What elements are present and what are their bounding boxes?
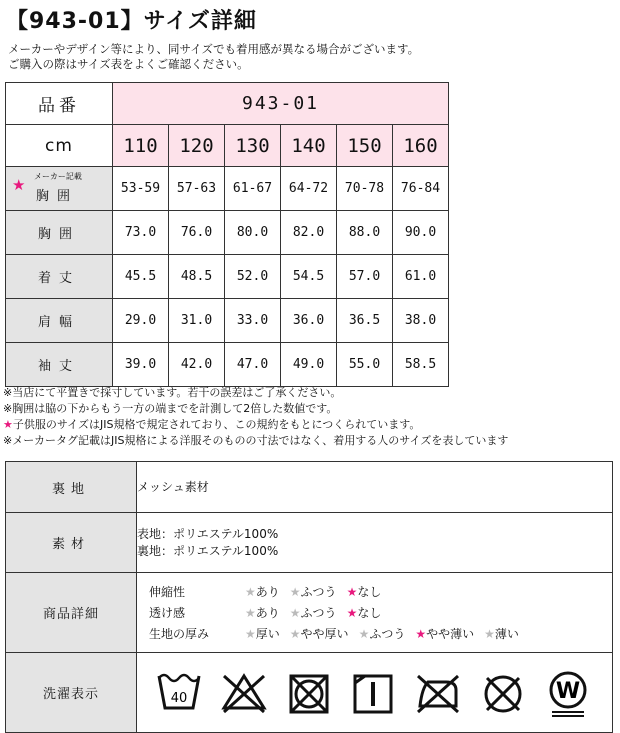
measurement-row	[6, 255, 449, 299]
measurement-cell: 48.5	[169, 255, 225, 299]
attribute-option-label: あり	[255, 606, 280, 620]
material-line: 裏地：ポリエステル100%	[137, 543, 279, 558]
measurement-cell: 90.0	[393, 211, 449, 255]
attribute-options	[245, 625, 612, 642]
note-text: メーカータグ記載はJIS規格による洋服そのものの寸法ではなく、着用する人のサイズを表しています	[12, 434, 509, 447]
measurement-cell: 61.0	[393, 255, 449, 299]
star-icon: ★	[3, 418, 13, 431]
attribute-option	[347, 585, 382, 599]
measurement-row	[6, 299, 449, 343]
measurement-cell: 73.0	[113, 211, 169, 255]
wash-temp: 40	[170, 690, 188, 706]
attribute-options	[245, 604, 612, 621]
measurement-cell: 54.5	[281, 255, 337, 299]
product-number: 943-01	[113, 83, 449, 125]
attribute-option-label: やや厚い	[300, 627, 349, 641]
star-icon: ★	[245, 627, 256, 641]
attribute-grid	[137, 583, 612, 642]
product-row	[6, 83, 449, 125]
material-row	[6, 513, 613, 573]
maker-chest-cell: 70-78	[337, 167, 393, 211]
product-details-row	[6, 573, 613, 653]
attribute-name: 生地の厚み	[149, 627, 210, 641]
page-title: 【943-01】サイズ詳細	[6, 9, 257, 34]
no-tumble-dry-icon	[285, 668, 333, 718]
lining-value: メッシュ素材	[137, 462, 613, 513]
measurement-cell: 36.0	[281, 299, 337, 343]
note-line	[3, 417, 508, 433]
measurement-row	[6, 211, 449, 255]
note-line	[3, 401, 508, 417]
note-line	[3, 385, 508, 401]
star-icon: ★	[12, 176, 34, 194]
star-icon: ★	[245, 585, 256, 599]
no-iron-icon	[414, 668, 462, 718]
size-cell: 140	[281, 125, 337, 167]
measurement-cell: 57.0	[337, 255, 393, 299]
measurement-cell: 38.0	[393, 299, 449, 343]
wash-label: 洗濯表示	[6, 653, 137, 733]
lining-row	[6, 462, 613, 513]
maker-chest-cell: 53-59	[113, 167, 169, 211]
attribute-option	[290, 606, 337, 620]
star-icon: ★	[245, 606, 256, 620]
note-line	[3, 433, 508, 449]
attribute-option	[290, 585, 337, 599]
attribute-name: 透け感	[149, 606, 186, 620]
maker-chest-label	[6, 167, 113, 211]
wash-row	[6, 653, 613, 733]
measurement-cell: 42.0	[169, 343, 225, 387]
size-table	[5, 82, 449, 387]
measurement-cell: 58.5	[393, 343, 449, 387]
measurement-cell: 33.0	[225, 299, 281, 343]
measurement-cell: 45.5	[113, 255, 169, 299]
size-cell: 160	[393, 125, 449, 167]
attribute-option	[415, 627, 474, 641]
attribute-option	[245, 606, 280, 620]
measurement-row	[6, 343, 449, 387]
product-label: 品番	[6, 83, 113, 125]
measurement-cell: 55.0	[337, 343, 393, 387]
attribute-option	[359, 627, 406, 641]
attribute-option	[245, 585, 280, 599]
attribute-option	[245, 627, 280, 641]
attribute-option-label: ふつう	[369, 627, 406, 641]
size-cell: 120	[169, 125, 225, 167]
maker-chest-row	[6, 167, 449, 211]
line-dry-icon	[349, 668, 397, 718]
material-values	[137, 513, 613, 573]
product-details-values	[137, 573, 613, 653]
measurement-cell: 88.0	[337, 211, 393, 255]
wash-symbols	[137, 653, 613, 733]
star-icon: ★	[289, 627, 301, 641]
attribute-option	[290, 627, 349, 641]
measurement-label: 着丈	[6, 255, 113, 299]
measurement-cell: 39.0	[113, 343, 169, 387]
note-prefix: ※	[3, 434, 13, 447]
maker-label-small: メーカー記載	[34, 172, 82, 181]
measurement-cell: 47.0	[225, 343, 281, 387]
measurement-cell: 52.0	[225, 255, 281, 299]
attribute-name: 伸縮性	[149, 585, 186, 599]
measurement-cell: 49.0	[281, 343, 337, 387]
attribute-option-label: なし	[357, 585, 382, 599]
attribute-options	[245, 583, 612, 600]
maker-chest-cell: 76-84	[393, 167, 449, 211]
wash-40-icon	[155, 668, 203, 718]
star-icon: ★	[346, 585, 358, 599]
lining-label: 裏地	[6, 462, 137, 513]
star-icon: ★	[358, 627, 370, 641]
measurement-label: 肩幅	[6, 299, 113, 343]
note-text: 胸囲は脇の下からもう一方の端までを計測して2倍した数値です。	[12, 402, 338, 415]
wet-clean-letter: W	[555, 678, 581, 704]
star-icon: ★	[415, 627, 427, 641]
note-prefix: ※	[3, 386, 13, 399]
attribute-option-label: あり	[255, 585, 280, 599]
measurement-cell: 82.0	[281, 211, 337, 255]
star-icon: ★	[289, 606, 301, 620]
attribute-option	[484, 627, 519, 641]
measurement-cell: 36.5	[337, 299, 393, 343]
maker-chest-cell: 61-67	[225, 167, 281, 211]
no-dry-clean-icon	[479, 668, 527, 718]
unit-label: cm	[6, 125, 113, 167]
measurement-label: 胸囲	[6, 211, 113, 255]
intro-text	[8, 42, 419, 72]
note-prefix: ※	[3, 402, 13, 415]
intro-line: メーカーやデザイン等により、同サイズでも着用感が異なる場合がございます。	[8, 42, 420, 56]
measurement-cell: 76.0	[169, 211, 225, 255]
note-text: 子供服のサイズはJIS規格で規定されており、この規約をもとにつくられています。	[12, 418, 421, 431]
maker-label: 胸囲	[36, 189, 79, 204]
wet-clean-icon	[544, 668, 592, 718]
material-label: 素材	[6, 513, 137, 573]
detail-table	[5, 461, 613, 733]
attribute-option-label: 薄い	[494, 627, 519, 641]
measurement-cell: 80.0	[225, 211, 281, 255]
attribute-option-label: ふつう	[300, 606, 337, 620]
size-header-row	[6, 125, 449, 167]
product-details-label: 商品詳細	[6, 573, 137, 653]
attribute-option-label: やや薄い	[426, 627, 475, 641]
note-text: 当店にて平置きで採寸しています。若干の誤差はご了承ください。	[12, 386, 342, 399]
measurement-cell: 31.0	[169, 299, 225, 343]
attribute-option-label: なし	[357, 606, 382, 620]
no-bleach-icon	[220, 668, 268, 718]
attribute-option-label: ふつう	[300, 585, 337, 599]
maker-chest-cell: 57-63	[169, 167, 225, 211]
star-icon: ★	[289, 585, 301, 599]
intro-line: ご購入の際はサイズ表をよくご確認ください。	[8, 57, 249, 71]
star-icon: ★	[484, 627, 495, 641]
maker-chest-cell: 64-72	[281, 167, 337, 211]
attribute-option-label: 厚い	[255, 627, 280, 641]
notes	[3, 385, 508, 449]
measurement-cell: 29.0	[113, 299, 169, 343]
measurement-label: 袖丈	[6, 343, 113, 387]
material-line: 表地：ポリエステル100%	[137, 526, 279, 541]
size-cell: 150	[337, 125, 393, 167]
size-cell: 110	[113, 125, 169, 167]
star-icon: ★	[346, 606, 358, 620]
attribute-option	[347, 606, 382, 620]
size-cell: 130	[225, 125, 281, 167]
